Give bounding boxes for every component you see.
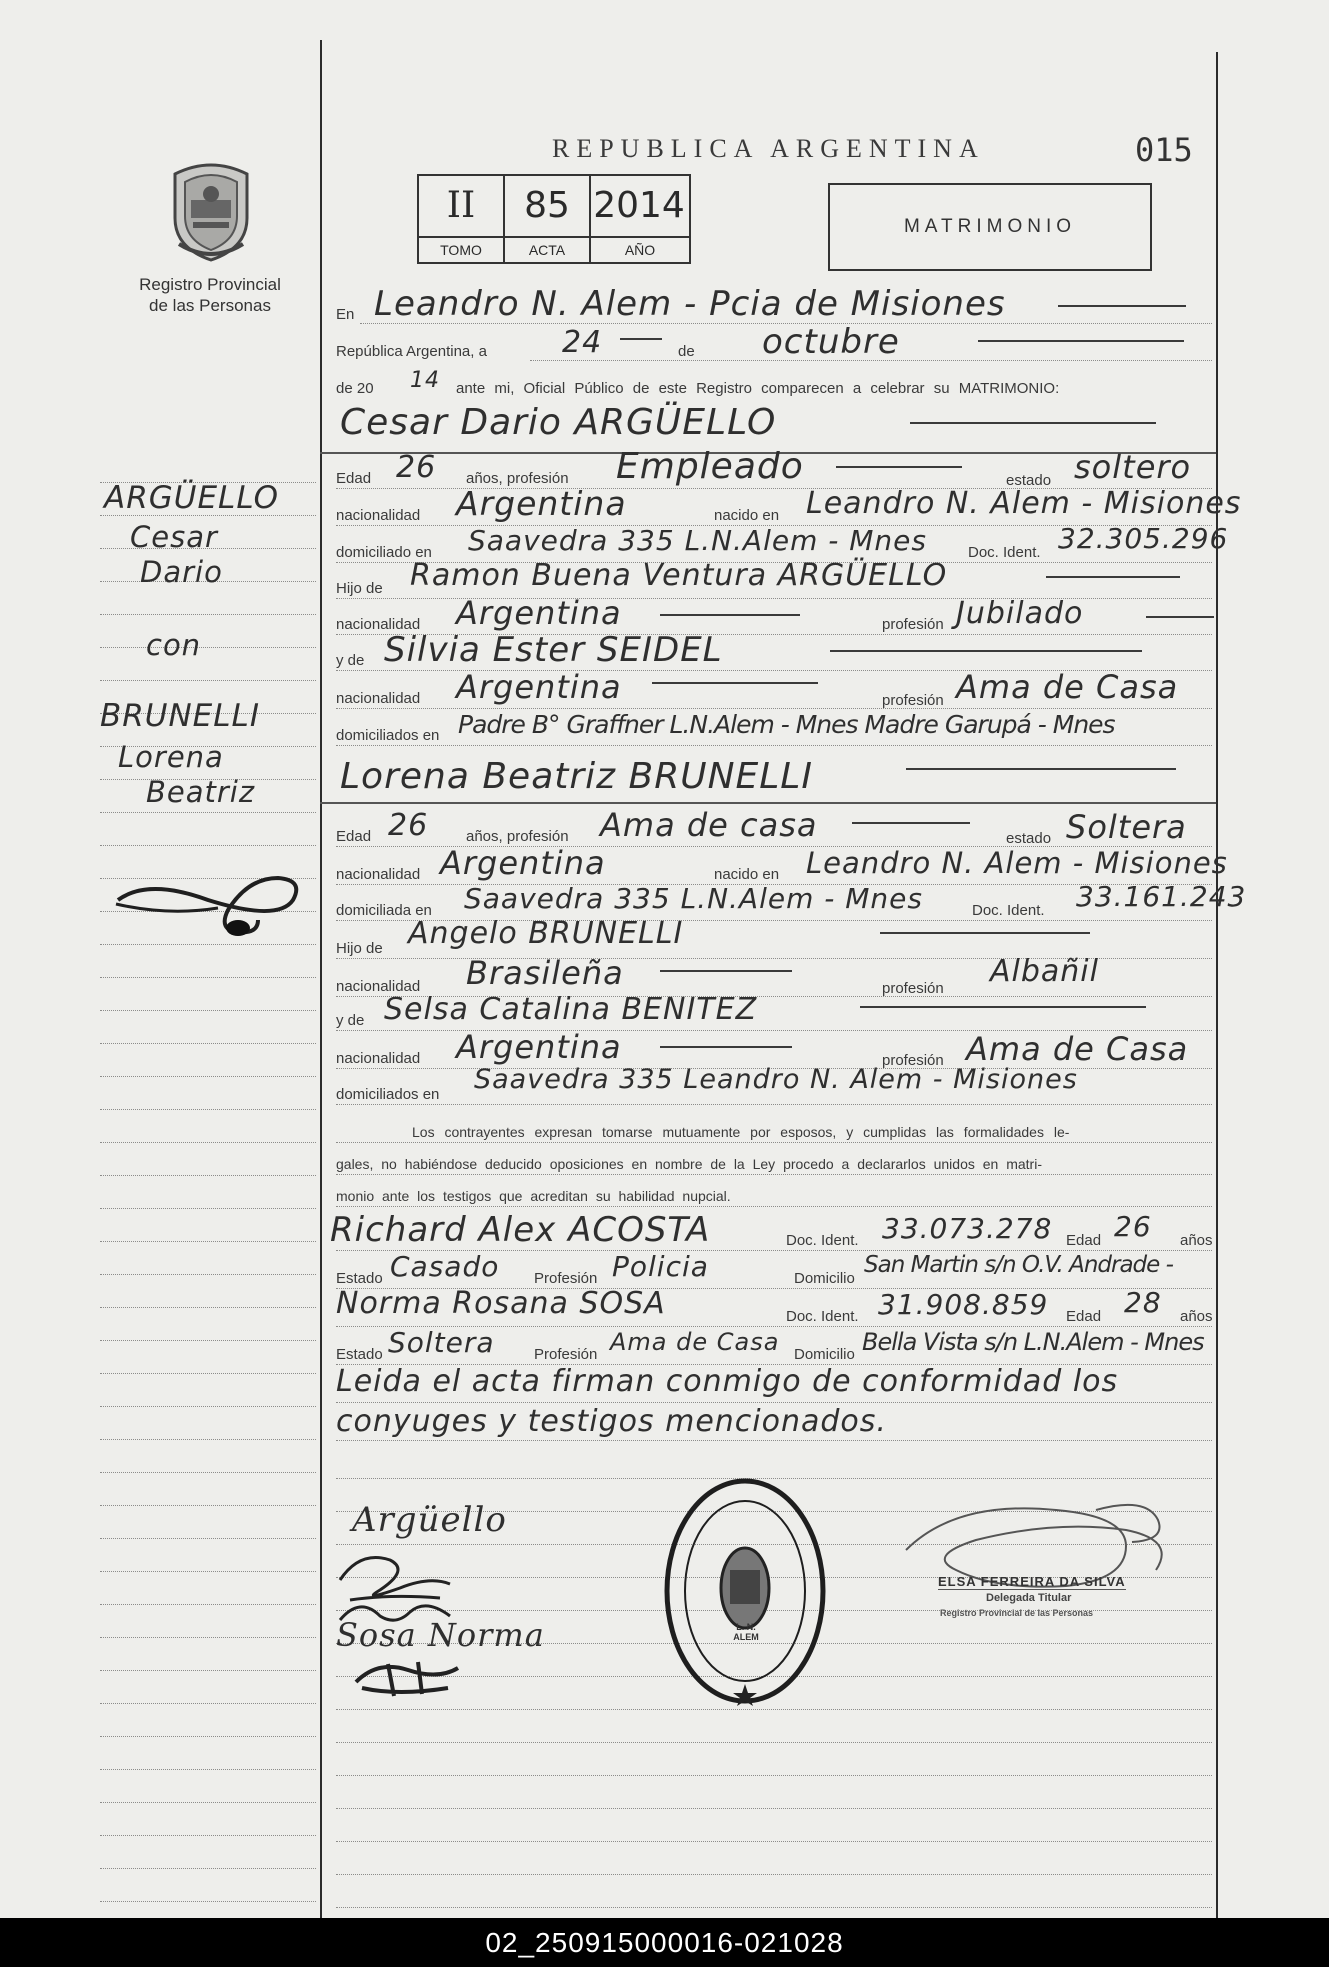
closing-line-2: conyuges y testigos mencionados. <box>336 1404 887 1439</box>
groom-mother-nac-label: nacionalidad <box>336 690 421 707</box>
left-ruled-line <box>100 1142 316 1143</box>
oficial-text: ante mi, Oficial Público de este Registro comparecen a celebrar su MATRIMONIO: <box>456 380 1060 397</box>
tomo-label: TOMO <box>419 236 505 262</box>
left-ruled-line <box>100 1835 316 1836</box>
groom-nacionalidad: Argentina <box>456 484 627 523</box>
de-label: de <box>678 343 695 360</box>
left-margin-rule <box>320 40 322 1918</box>
place-dash <box>1058 305 1186 307</box>
margin-connector: con <box>146 628 202 662</box>
declaration-dots-2 <box>336 1174 1212 1175</box>
bride-yde-label: y de <box>336 1012 365 1029</box>
place-value: Leandro N. Alem - Pcia de Misiones <box>374 284 1006 324</box>
bride-mother: Selsa Catalina BENITEZ <box>384 992 758 1027</box>
bride-estado-label: estado <box>1006 830 1052 847</box>
groom-father-dash <box>1046 576 1180 578</box>
groom-estado-label: estado <box>1006 472 1052 489</box>
groom-parents-dom-dots <box>336 745 1212 746</box>
left-ruled-line <box>100 1604 316 1605</box>
declaration-line-1: Los contrayentes expresan tomarse mutuamente por esposos, y cumplidas las formalidades le- <box>412 1124 1070 1140</box>
groom-profesion: Empleado <box>616 446 804 487</box>
bride-nac-label: nacionalidad <box>336 866 421 883</box>
left-ruled-line <box>100 1538 316 1539</box>
bride-nacionalidad: Argentina <box>440 844 606 882</box>
margin-flourish-icon <box>108 870 308 940</box>
witness2-estado: Soltera <box>388 1326 495 1359</box>
signature-5-scribble-icon <box>348 1652 478 1702</box>
left-ruled-line <box>100 1208 316 1209</box>
registry-line-1: Registro Provincial <box>139 275 281 294</box>
groom-name-dash <box>910 422 1156 424</box>
country-title: REPUBLICA ARGENTINA <box>552 134 985 163</box>
groom-prof-dash <box>836 466 962 468</box>
bride-father-prof-label: profesión <box>882 980 944 997</box>
bride-nacido-label: nacido en <box>714 866 780 883</box>
left-ruled-line <box>100 1637 316 1638</box>
groom-mother-nac: Argentina <box>456 668 622 706</box>
left-ruled-line <box>100 944 316 945</box>
witness2-doc: 31.908.859 <box>878 1288 1049 1321</box>
coat-of-arms-icon <box>163 160 259 264</box>
groom-hijo-label: Hijo de <box>336 580 383 597</box>
right-margin-rule <box>1216 52 1218 1918</box>
witness2-profesion-label: Profesión <box>534 1346 598 1363</box>
witness1-estado-label: Estado <box>336 1270 383 1287</box>
bride-separator <box>320 802 1216 804</box>
bride-parents-dom-label: domiciliados en <box>336 1086 440 1103</box>
left-ruled-line <box>100 845 316 846</box>
margin-groom-name2: Dario <box>140 555 223 589</box>
groom-father-prof: Jubilado <box>956 596 1084 631</box>
republica-label: República Argentina, a <box>336 343 487 360</box>
bride-parents-dom-dots <box>336 1104 1212 1105</box>
lower-ruled-line <box>336 1742 1212 1743</box>
official-org: Registro Provincial de las Personas <box>940 1608 1094 1618</box>
groom-parents-dom: Padre B° Graffner L.N.Alem - Mnes Madre Garupá - Mnes <box>458 710 1115 739</box>
witness1-domicilio: San Martin s/n O.V. Andrade - <box>864 1252 1173 1278</box>
scan-footer-code: 02_250915000016-021028 <box>0 1918 1329 1967</box>
witness1-edad: 26 <box>1114 1210 1152 1243</box>
left-ruled-line <box>100 1571 316 1572</box>
groom-anios-label: años, profesión <box>466 470 569 487</box>
month-value: octubre <box>762 322 900 362</box>
official-name: ELSA FERREIRA DA SILVA <box>938 1574 1126 1589</box>
page-number: 015 <box>1135 131 1193 169</box>
witness2-edad: 28 <box>1124 1286 1162 1319</box>
declaration-line-3: monio ante los testigos que acreditan su habilidad nupcial. <box>336 1188 731 1204</box>
left-ruled-line <box>100 1703 316 1704</box>
declaration-dots-3 <box>336 1206 1212 1207</box>
acta-label: ACTA <box>505 236 591 262</box>
witness1-domicilio-label: Domicilio <box>794 1270 855 1287</box>
day-dash <box>620 338 662 340</box>
closing-dots-2 <box>336 1440 1212 1441</box>
left-ruled-line <box>100 1175 316 1176</box>
declaration-line-2: gales, no habiéndose deducido oposiciones en nombre de la Ley procedo a declararlos unidos en matri- <box>336 1156 1042 1172</box>
bride-domicilio: Saavedra 335 L.N.Alem - Mnes <box>464 882 923 915</box>
official-seal-icon <box>662 1474 828 1708</box>
groom-nacido-label: nacido en <box>714 507 780 524</box>
bride-mother-nac-dash <box>660 1046 792 1048</box>
groom-nacido: Leandro N. Alem - Misiones <box>806 486 1242 521</box>
registry-line-2: de las Personas <box>149 296 271 315</box>
bride-prof-dash <box>852 822 970 824</box>
left-ruled-line <box>100 1043 316 1044</box>
bride-dom-label: domiciliada en <box>336 902 432 919</box>
groom-mother-prof: Ama de Casa <box>956 668 1179 706</box>
en-label: En <box>336 306 355 323</box>
left-ruled-line <box>100 1670 316 1671</box>
left-ruled-line <box>100 1109 316 1110</box>
witness2-estado-label: Estado <box>336 1346 383 1363</box>
bride-doc-label: Doc. Ident. <box>972 902 1045 919</box>
bride-father: Angelo BRUNELLI <box>408 916 684 951</box>
left-ruled-line <box>100 1439 316 1440</box>
groom-father-nac-label: nacionalidad <box>336 616 421 633</box>
witness2-domicilio: Bella Vista s/n L.N.Alem - Mnes <box>862 1328 1204 1356</box>
groom-edad-label: Edad <box>336 470 372 487</box>
bride-profesion: Ama de casa <box>600 806 818 844</box>
left-ruled-line <box>100 812 316 813</box>
witness1-profesion-label: Profesión <box>534 1270 598 1287</box>
bride-parents-dom: Saavedra 335 Leandro N. Alem - Misiones <box>474 1064 1078 1095</box>
left-ruled-line <box>100 647 316 648</box>
left-ruled-line <box>100 1274 316 1275</box>
witness1-doc-label: Doc. Ident. <box>786 1232 859 1249</box>
groom-doc-label: Doc. Ident. <box>968 544 1041 561</box>
left-ruled-line <box>100 1472 316 1473</box>
left-ruled-line <box>100 1901 316 1902</box>
day-value: 24 <box>562 325 603 360</box>
margin-groom-name1: Cesar <box>130 520 218 554</box>
year-suffix: 14 <box>410 368 440 393</box>
left-ruled-line <box>100 1406 316 1407</box>
witness1-anios-label: años <box>1180 1232 1213 1249</box>
tomo-acta-anio-box <box>417 174 691 264</box>
groom-mother-nac-dots <box>336 708 1212 709</box>
witness1-name: Richard Alex ACOSTA <box>330 1210 711 1250</box>
document-type-box: MATRIMONIO <box>828 183 1152 271</box>
left-ruled-line <box>100 1373 316 1374</box>
bride-mother-dash <box>860 1006 1146 1008</box>
registry-name <box>115 274 305 316</box>
bride-father-dash <box>880 932 1090 934</box>
bride-father-nac-dash <box>660 970 792 972</box>
groom-nac-label: nacionalidad <box>336 507 421 524</box>
closing-line-1: Leida el acta firman conmigo de conformidad los <box>336 1364 1119 1399</box>
left-ruled-line <box>100 1505 316 1506</box>
bride-father-nac-label: nacionalidad <box>336 978 421 995</box>
groom-yde-label: y de <box>336 652 365 669</box>
lower-ruled-line <box>336 1808 1212 1809</box>
bride-doc: 33.161.243 <box>1076 880 1247 913</box>
signature-4: Sosa Norma <box>336 1616 545 1654</box>
groom-mother-prof-label: profesión <box>882 692 944 709</box>
witness1-edad-label: Edad <box>1066 1232 1102 1249</box>
left-ruled-line <box>100 680 316 681</box>
margin-groom-surname: ARGÜELLO <box>104 480 280 516</box>
seal-inner-text: L. N. ALEM <box>733 1622 759 1642</box>
left-ruled-line <box>100 977 316 978</box>
witness1-estado: Casado <box>390 1250 500 1283</box>
witness2-domicilio-label: Domicilio <box>794 1346 855 1363</box>
left-ruled-line <box>100 1868 316 1869</box>
bride-edad-label: Edad <box>336 828 372 845</box>
groom-father-nac-dash <box>660 614 800 616</box>
witness2-name: Norma Rosana SOSA <box>336 1286 666 1321</box>
groom-domicilio: Saavedra 335 L.N.Alem - Mnes <box>468 524 927 557</box>
bride-father-nac: Brasileña <box>466 954 624 992</box>
acta-value: 85 <box>505 176 591 236</box>
groom-full-name: Cesar Dario ARGÜELLO <box>340 402 777 443</box>
groom-mother-nac-dash <box>652 682 818 684</box>
bride-nacido: Leandro N. Alem - Misiones <box>806 846 1228 880</box>
witness2-anios-label: años <box>1180 1308 1213 1325</box>
groom-father: Ramon Buena Ventura ARGÜELLO <box>410 558 948 593</box>
signature-1: Argüello <box>352 1500 507 1540</box>
lower-ruled-line <box>336 1709 1212 1710</box>
witness2-edad-label: Edad <box>1066 1308 1102 1325</box>
left-ruled-line <box>100 1241 316 1242</box>
left-ruled-line <box>100 614 316 615</box>
month-dash <box>978 340 1184 342</box>
groom-mother-dash <box>830 650 1142 652</box>
closing-dots-1 <box>336 1402 1212 1403</box>
anio-label: AÑO <box>591 236 689 262</box>
bride-father-prof: Albañil <box>990 954 1099 989</box>
bride-estado: Soltera <box>1066 808 1187 846</box>
bride-anios-label: años, profesión <box>466 828 569 845</box>
bride-mother-nac: Argentina <box>456 1028 622 1066</box>
bride-name-dash <box>906 768 1176 770</box>
left-ruled-line <box>100 1076 316 1077</box>
lower-ruled-line <box>336 1907 1212 1908</box>
groom-doc: 32.305.296 <box>1058 522 1229 555</box>
bride-mother-prof: Ama de Casa <box>966 1030 1189 1068</box>
witness2-profesion: Ama de Casa <box>610 1328 780 1356</box>
witness1-doc: 33.073.278 <box>882 1212 1053 1245</box>
left-ruled-line <box>100 1802 316 1803</box>
lower-ruled-line <box>336 1775 1212 1776</box>
witness2-doc-label: Doc. Ident. <box>786 1308 859 1325</box>
bride-mother-prof-label: profesión <box>882 1052 944 1069</box>
groom-father-prof-dash <box>1146 616 1214 618</box>
bride-edad: 26 <box>388 808 429 843</box>
groom-dom-label: domiciliado en <box>336 544 432 561</box>
groom-father-prof-label: profesión <box>882 616 944 633</box>
lower-ruled-line <box>336 1874 1212 1875</box>
bride-mother-nac-label: nacionalidad <box>336 1050 421 1067</box>
left-ruled-line <box>100 1340 316 1341</box>
witness1-profesion: Policia <box>612 1250 709 1283</box>
margin-bride-surname: BRUNELLI <box>100 698 260 734</box>
groom-parents-dom-label: domiciliados en <box>336 727 440 744</box>
anio-value: 2014 <box>593 185 685 226</box>
left-ruled-line <box>100 1307 316 1308</box>
year-prefix: de 20 <box>336 380 374 397</box>
left-ruled-line <box>100 1769 316 1770</box>
tomo-value: II <box>419 176 505 236</box>
left-ruled-line <box>100 1010 316 1011</box>
margin-bride-name1: Lorena <box>118 740 224 774</box>
groom-estado: soltero <box>1074 448 1192 486</box>
bride-full-name: Lorena Beatriz BRUNELLI <box>340 756 813 797</box>
lower-ruled-line <box>336 1841 1212 1842</box>
groom-mother: Silvia Ester SEIDEL <box>384 630 723 670</box>
groom-edad: 26 <box>396 450 437 485</box>
margin-bride-name2: Beatriz <box>146 775 256 809</box>
groom-father-nac: Argentina <box>456 594 622 632</box>
official-role: Delegada Titular <box>986 1592 1072 1604</box>
declaration-dots-1 <box>336 1142 1212 1143</box>
bride-hijo-label: Hijo de <box>336 940 383 957</box>
left-ruled-line <box>100 1736 316 1737</box>
